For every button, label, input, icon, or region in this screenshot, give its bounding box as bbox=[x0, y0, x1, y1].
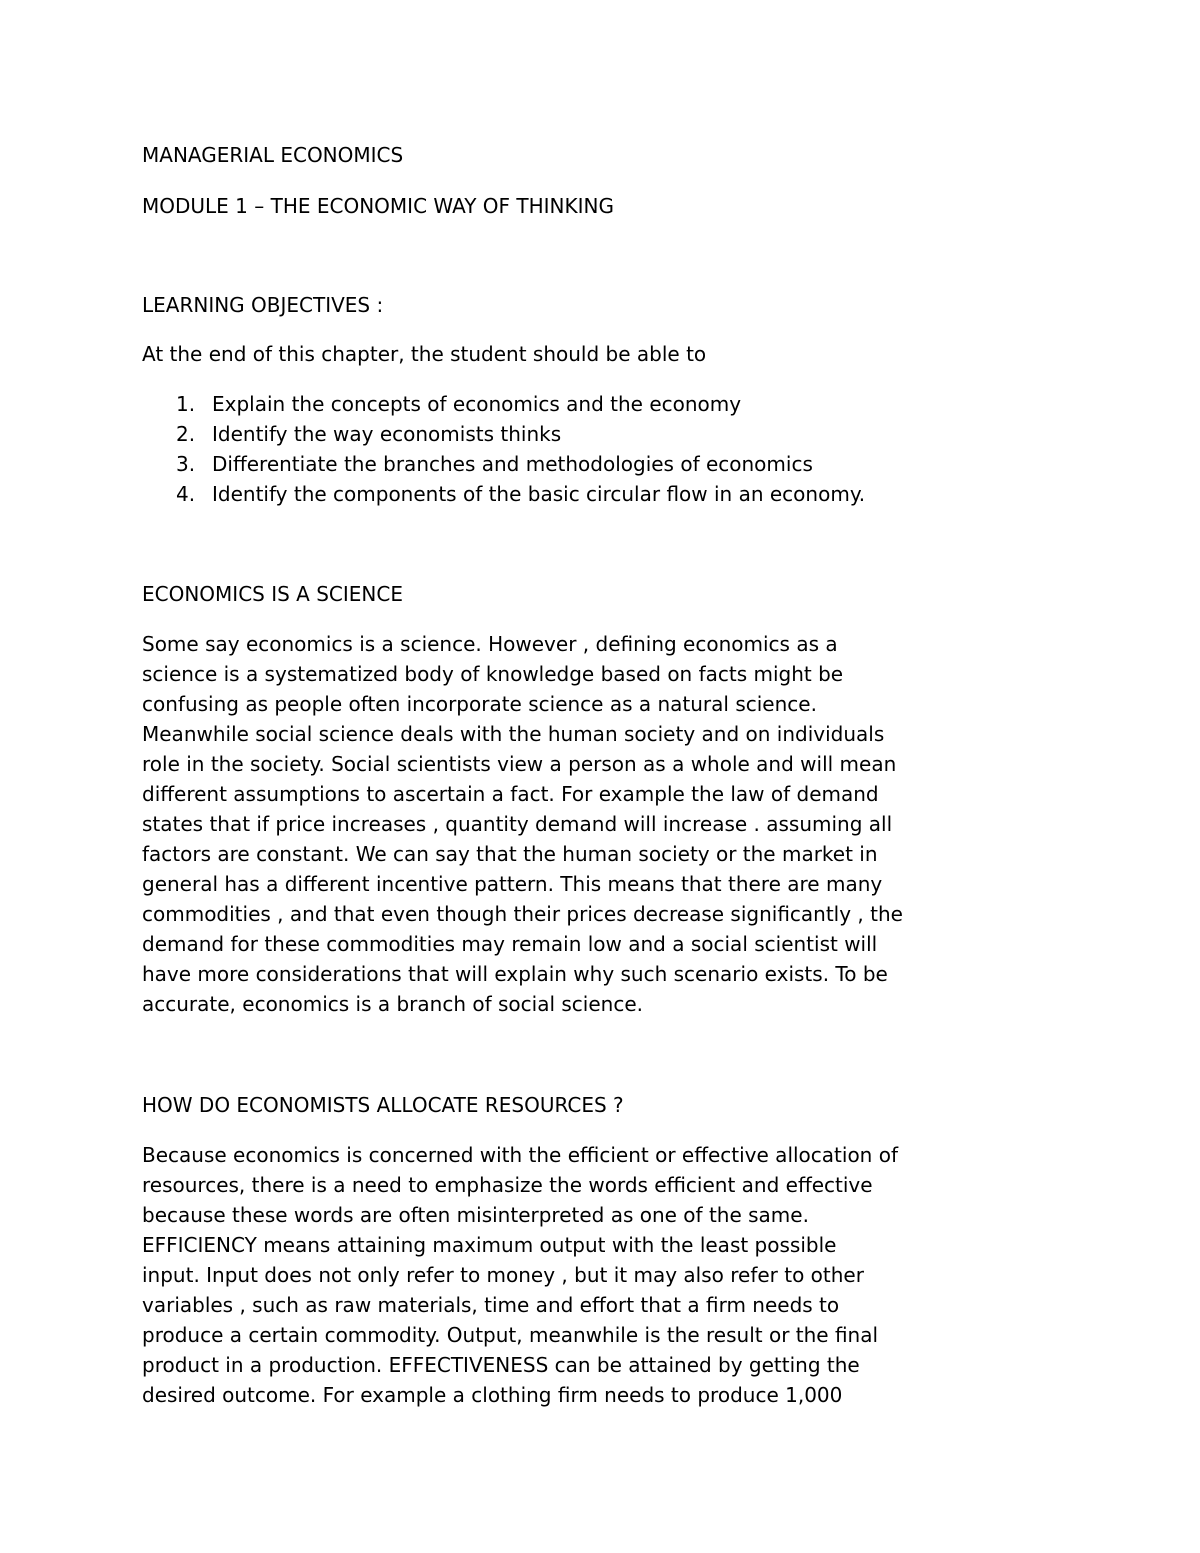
objectives-list bbox=[142, 389, 865, 509]
paragraph-line: Meanwhile social science deals with the human society and on individuals bbox=[142, 722, 885, 746]
paragraph-line: resources, there is a need to emphasize the words efficient and effective bbox=[142, 1173, 873, 1197]
paragraph-line: different assumptions to ascertain a fact. For example the law of demand bbox=[142, 782, 879, 806]
paragraph-line: science is a systematized body of knowledge based on facts might be bbox=[142, 662, 844, 686]
paragraph-line: product in a production. EFFECTIVENESS can be attained by getting the bbox=[142, 1353, 860, 1377]
document-title: MANAGERIAL ECONOMICS bbox=[142, 143, 404, 167]
objectives-intro: At the end of this chapter, the student should be able to bbox=[142, 342, 707, 366]
paragraph-line: commodities , and that even though their prices decrease significantly , the bbox=[142, 902, 903, 926]
section-heading-resources: HOW DO ECONOMISTS ALLOCATE RESOURCES ? bbox=[142, 1093, 624, 1117]
paragraph-line: desired outcome. For example a clothing firm needs to produce 1,000 bbox=[142, 1383, 843, 1407]
paragraph-line: confusing as people often incorporate science as a natural science. bbox=[142, 692, 817, 716]
paragraph-line: states that if price increases , quantity demand will increase . assuming all bbox=[142, 812, 893, 836]
paragraph-line: demand for these commodities may remain low and a social scientist will bbox=[142, 932, 878, 956]
module-title: MODULE 1 – THE ECONOMIC WAY OF THINKING bbox=[142, 194, 614, 218]
list-number: 1. bbox=[176, 392, 196, 416]
list-item bbox=[142, 449, 865, 479]
list-item bbox=[142, 419, 865, 449]
list-item-text: Identify the components of the basic circular flow in an economy. bbox=[212, 482, 866, 506]
paragraph-line: produce a certain commodity. Output, meanwhile is the result or the final bbox=[142, 1323, 879, 1347]
section-paragraph-resources bbox=[142, 1140, 898, 1410]
list-item-text: Explain the concepts of economics and the economy bbox=[212, 392, 742, 416]
paragraph-line: input. Input does not only refer to money , but it may also refer to other bbox=[142, 1263, 864, 1287]
list-item bbox=[142, 479, 865, 509]
list-item bbox=[142, 389, 865, 419]
list-number: 2. bbox=[176, 422, 196, 446]
paragraph-line: have more considerations that will explain why such scenario exists. To be bbox=[142, 962, 888, 986]
paragraph-line: accurate, economics is a branch of social science. bbox=[142, 992, 643, 1016]
list-item-text: Identify the way economists thinks bbox=[212, 422, 562, 446]
paragraph-line: general has a different incentive pattern. This means that there are many bbox=[142, 872, 883, 896]
list-number: 3. bbox=[176, 452, 196, 476]
paragraph-line: EFFICIENCY means attaining maximum output with the least possible bbox=[142, 1233, 837, 1257]
section-paragraph-science bbox=[142, 629, 903, 1019]
paragraph-line: factors are constant. We can say that the human society or the market in bbox=[142, 842, 878, 866]
list-item-text: Differentiate the branches and methodologies of economics bbox=[212, 452, 813, 476]
paragraph-line: role in the society. Social scientists view a person as a whole and will mean bbox=[142, 752, 897, 776]
paragraph-line: because these words are often misinterpreted as one of the same. bbox=[142, 1203, 809, 1227]
objectives-heading: LEARNING OBJECTIVES : bbox=[142, 293, 384, 317]
list-number: 4. bbox=[176, 482, 196, 506]
paragraph-line: Because economics is concerned with the efficient or effective allocation of bbox=[142, 1143, 898, 1167]
paragraph-line: Some say economics is a science. However , defining economics as a bbox=[142, 632, 838, 656]
section-heading-science: ECONOMICS IS A SCIENCE bbox=[142, 582, 403, 606]
paragraph-line: variables , such as raw materials, time and effort that a firm needs to bbox=[142, 1293, 840, 1317]
